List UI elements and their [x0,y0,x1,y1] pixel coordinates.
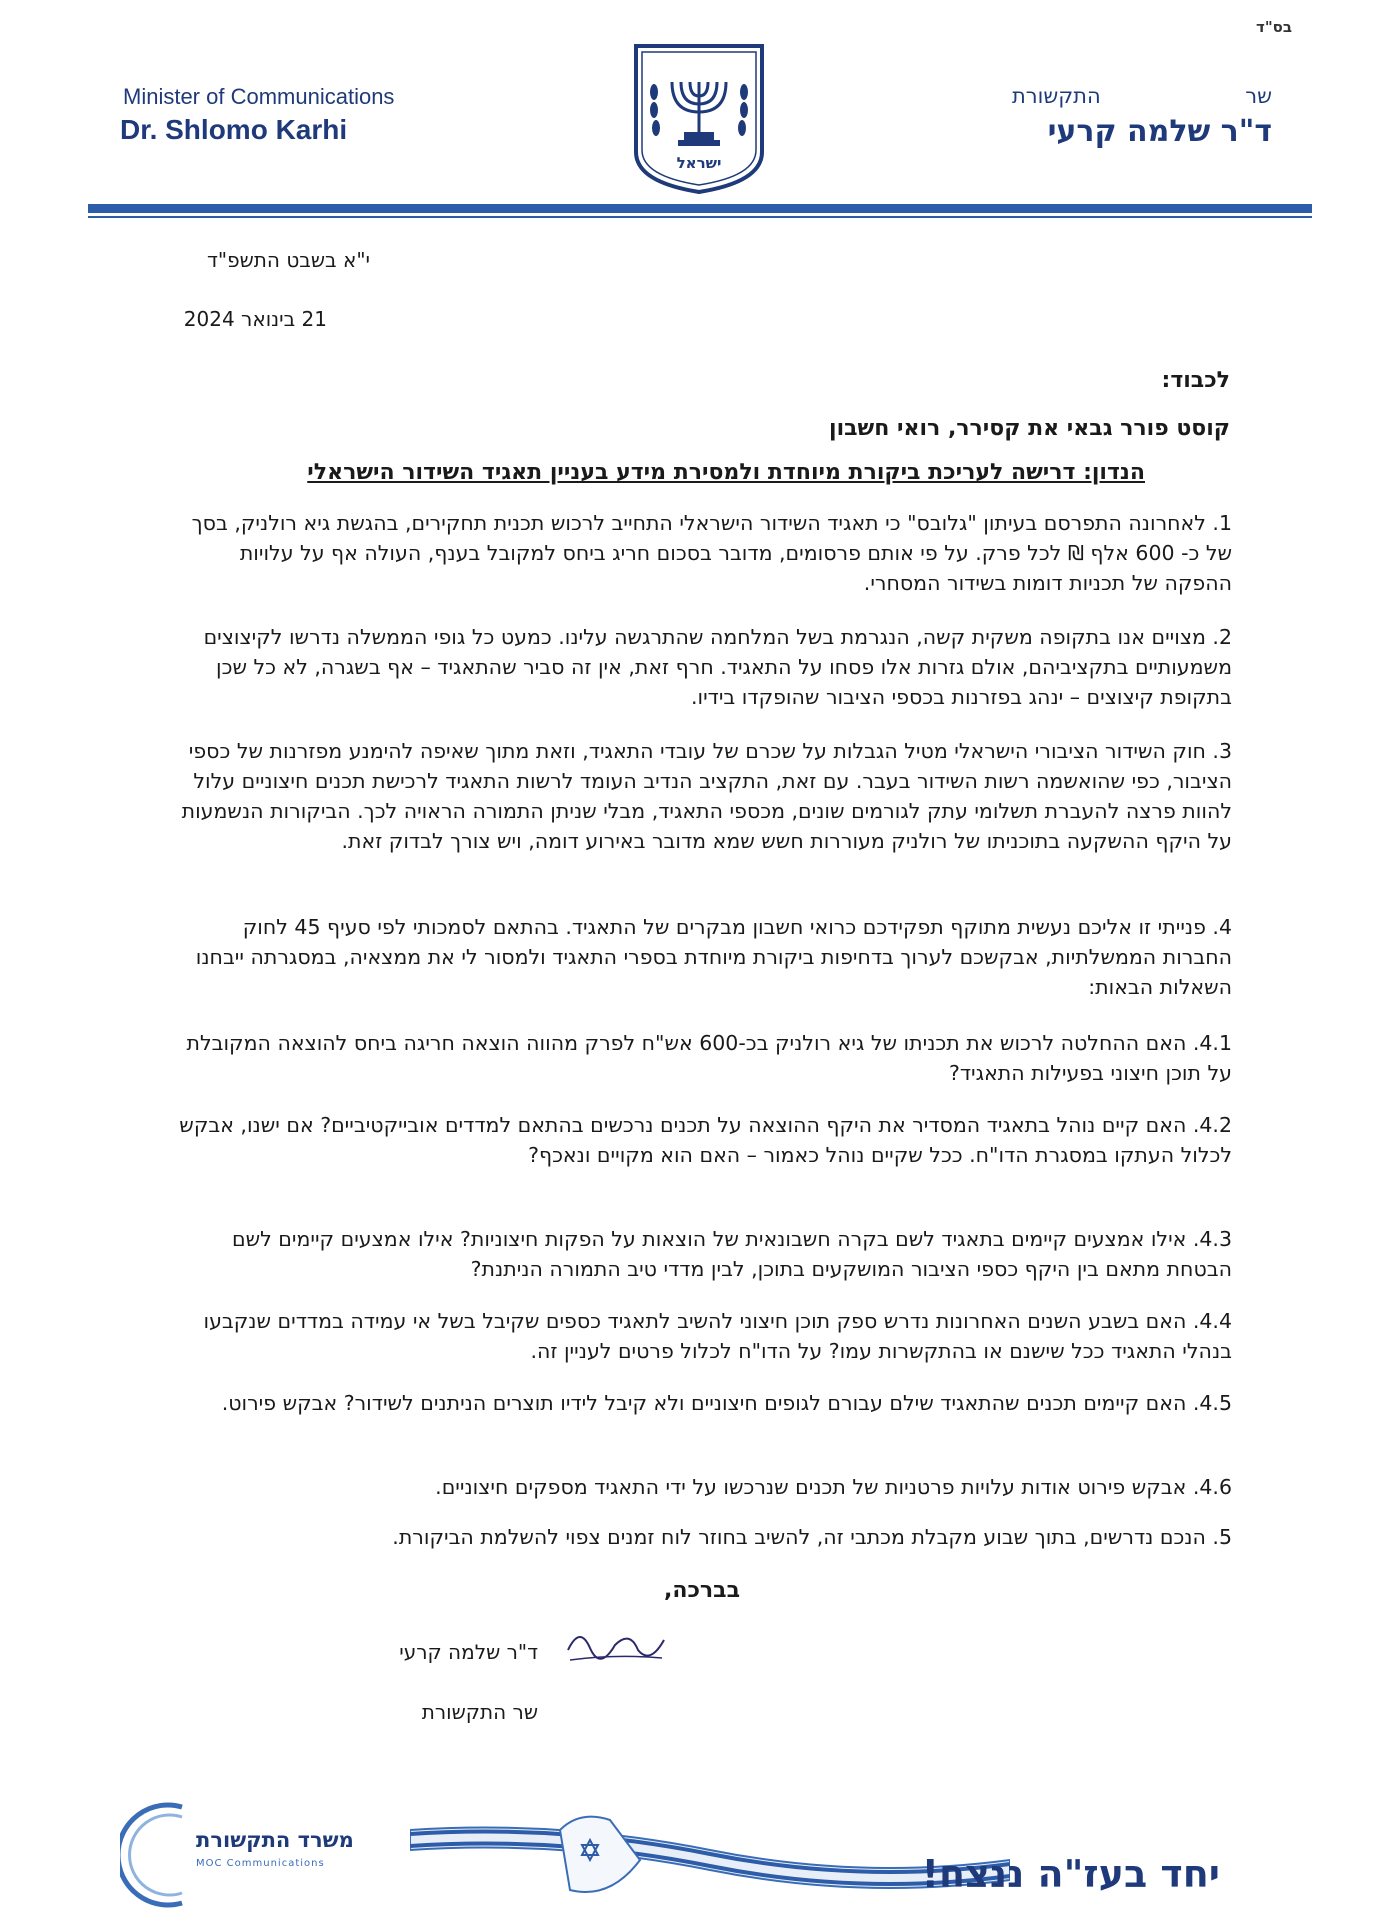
header-rule-thin [88,216,1312,218]
subject-line: הנדון: דרישה לעריכת ביקורת מיוחדת ולמסירת מידע בעניין תאגיד השידור הישראלי [307,460,1145,485]
moc-name-en: MOC Communications [196,1858,325,1869]
paragraph-4-5: 4.5. האם קיימים תכנים שהתאגיד שילם עבורם לגופים חיצוניים ולא קיבל לידיו תוצרים הניתנים לשידור? אבקש פירוט. [221,1391,1232,1415]
paragraph-4-4: 4.4. האם בשבע השנים האחרונות נדרש ספק תוכן חיצוני להשיב לתאגיד כספים שקיבל בשל אי עמידה במדדים שנקבעו בנהלי התאגיד ככל שישנם או בהתקשרות עמו? על הדו"ח לכלול פרטים לעניין זה. [203,1309,1232,1363]
paragraph-4-3: 4.3. אילו אמצעים קיימים בתאגיד לשם בקרה חשבונאית של הוצאות על הפקות חיצוניות? אילו אמצעים קיימים לשם הבטחת מתאם בין היקף כספי הציבור המושקעים בתוכן, לבין מדדי טיב התמורה הניתנת? [231,1227,1232,1281]
closing-blessing: בברכה, [663,1578,740,1603]
to-label: לכבוד: [1161,368,1230,393]
paragraph-3: 3. חוק השידור הציבורי הישראלי מטיל הגבלות על שכרם של עובדי התאגיד, וזאת מתוך שאיפה להימנע מפזרנות של כספי הציבור, כפי שהואשמה רשות השידור בעבר. עם זאת, התקציב הנדיב העומד לרשות התאגיד לרכישת תכנים חיצוניים עלול להוות פרצה להעברת תשלומי עתק לגורמים שונים, מכספי התאגיד, מבלי שניתן התמורה הראויה לכך. הביקורות הנשמעות על היקף ההשקעה בתוכניתו של רולניק מעוררות חשש שמא מדובר באירוע דומה, ויש צורך לבדוק זאת. [181,739,1232,853]
paragraph-4-2: 4.2. האם קיים נוהל בתאגיד המסדיר את היקף ההוצאה על תכנים נרכשים בהתאם למדדים אובייקטיביים? אם ישנו, אבקש לכלול העתקו במסגרת הדו"ח. ככל שקיים נוהל כאמור – האם הוא מקויים ונאכף? [179,1113,1232,1167]
minister-name-en: Dr. Shlomo Karhi [120,114,348,145]
state-emblem-icon [632,42,766,194]
paragraph-4-6: 4.6. אבקש פירוט אודות עלויות פרטניות של תכנים שנרכשו על ידי התאגיד מספקים חיצוניים. [435,1475,1232,1499]
paragraph-5: 5. הנכם נדרשים, בתוך שבוע מקבלת מכתבי זה, להשיב בחוזר לוח זמנים צפוי להשלמת הביקורת. [392,1525,1232,1549]
paragraph-4: 4. פנייתי זו אליכם נעשית מתוקף תפקידכם כרואי חשבון מבקרים של התאגיד. בהתאם לסמכותי לפי סעיף 45 לחוק החברות הממשלתיות, אבקשכם לערוך בדחיפות ביקורת מיוחדת בספרי התאגיד ולמסור לי את ממצאיה, במסגרתה ייבחנו השאלות הבאות: [195,915,1232,999]
paragraph-2: 2. מצויים אנו בתקופה משקית קשה, הנגרמת בשל המלחמה שהתרגשה עלינו. כמעט כל גופי הממשלה נדרשו לקיצוצים משמעותיים בתקציביהם, אולם גזרות אלו פסחו על התאגיד. חרף זאת, אין זה סביר שהתאגיד – אף בשגרה, לא כל שכן בתקופת קיצוצים – ינהג בפזרנות בכספי הציבור שהופקדו בידיו. [203,625,1232,709]
hebrew-date: י"א בשבט התשפ"ד [206,248,370,272]
minister-title-en: Minister of Communications [123,84,395,109]
minister-title-he-word1: שר [1245,84,1272,108]
bsd-mark: בס"ד [1256,18,1292,36]
emblem-label: ישראל [676,154,722,172]
gregorian-date: 21 בינואר 2024 [183,307,327,331]
paragraph-1: 1. לאחרונה התפרסם בעיתון "גלובס" כי תאגיד השידור הישראלי התחייב לרכוש תכנית תחקירים, בהגשת גיא רולניק, בסך של כ- 600 אלף ₪ לכל פרק. על פי אותם פרסומים, מדובר בסכום חריג ביחס למקובל בענף, העולה אף על עלויות ההפקה של תכניות דומות בשידור המסחרי. [191,511,1232,595]
slogan: יחד בעז"ה ננצח! [921,1852,1220,1896]
moc-logo-icon [120,1795,320,1915]
israel-flag-icon [410,1800,1010,1920]
signature-icon [560,1620,670,1670]
minister-name-he: ד"ר שלמה קרעי [1047,114,1272,149]
recipient: קוסט פורר גבאי את קסירר, רואי חשבון [829,416,1230,441]
header-rule [88,204,1312,213]
minister-title-he-word2: התקשורת [1012,84,1101,108]
paragraph-4-1: 4.1. האם ההחלטה לרכוש את תכניתו של גיא רולניק בכ-600 אש"ח לפרק מהווה הוצאה חריגה ביחס להוצאה המקובלת על תוכן חיצוני בפעילות התאגיד? [186,1031,1232,1085]
signer-name: ד"ר שלמה קרעי [399,1640,538,1664]
signer-title: שר התקשורת [421,1700,538,1724]
moc-name-he: משרד התקשורת [196,1828,354,1852]
minister-title-he [1012,84,1272,108]
